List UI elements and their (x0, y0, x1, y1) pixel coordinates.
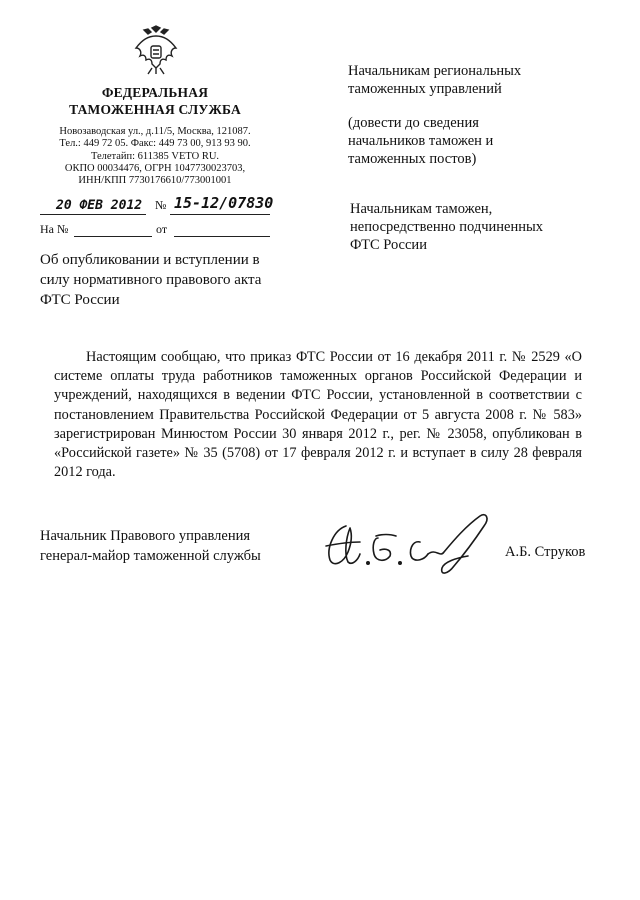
address-line: Тел.: 449 72 05. Факс: 449 73 00, 913 93 90. (59, 138, 251, 150)
subject-line: силу нормативного правового акта (40, 272, 262, 288)
recipient-line: (довести до сведения (348, 115, 479, 131)
signatory-name: А.Б. Струков (505, 544, 586, 560)
address-line: Телетайп: 611385 VETO RU. (90, 150, 220, 162)
registration-date: 20 ФЕВ 2012 (56, 198, 143, 213)
recipient-block-1 (348, 62, 521, 98)
letter-subject (40, 250, 290, 310)
body-paragraph: Настоящим сообщаю, что приказ ФТС России от 16 декабря 2011 г. № 2529 «О системе оплаты труда работников таможенных органов Российской Федерации и учреждений, находящихся в ведении ФТС России, установленной в соответствии с постановлением Правительства Российской Федерации от 5 августа 2008 г. № 583» зарегистрирован Минюстом России 30 января 2012 г., рег. № 23058, опубликован в «Российской газете» № 35 (5708) от 17 февраля 2012 г. и вступает в силу 28 февраля 2012 года. (54, 349, 582, 481)
reply-date-underline (174, 236, 270, 237)
recipient-note (348, 114, 493, 168)
letter-body (54, 348, 582, 482)
recipient-line: Начальникам региональных (348, 63, 522, 79)
organization-address (32, 126, 278, 187)
address-line: ИНН/КПП 7730176610/773001001 (78, 175, 232, 187)
organization-name (40, 84, 270, 118)
number-underline (170, 214, 270, 215)
recipient-line: Начальникам таможен, (350, 201, 493, 217)
recipient-line: таможенных постов) (348, 151, 477, 167)
address-line: Новозаводская ул., д.11/5, Москва, 121087. (59, 126, 251, 137)
subject-line: ФТС России (40, 292, 120, 308)
org-line-1: ФЕДЕРАЛЬНАЯ (101, 85, 209, 100)
number-sign: № (155, 198, 167, 212)
recipient-line: начальников таможен и (348, 133, 494, 149)
reply-number-underline (74, 236, 152, 237)
subject-line: Об опубликовании и вступлении в (40, 252, 260, 268)
signatory-title-line: генерал-майор таможенной службы (40, 548, 261, 564)
handwritten-signature (316, 508, 496, 580)
address-line: ОКПО 00034476, ОГРН 1047730023703, (64, 162, 246, 174)
org-line-2: ТАМОЖЕННАЯ СЛУЖБА (69, 102, 241, 117)
double-headed-eagle-emblem-icon (130, 24, 182, 76)
recipient-line: непосредственно подчиненных (350, 219, 543, 235)
reply-from-label: от (156, 222, 168, 236)
registration-number: 15-12/07830 (174, 194, 274, 212)
signatory-title (40, 526, 261, 566)
recipient-line: таможенных управлений (348, 81, 502, 97)
reply-to-label: На № (40, 222, 69, 236)
recipient-line: ФТС России (350, 237, 427, 253)
recipient-block-2 (350, 200, 543, 254)
signatory-title-line: Начальник Правового управления (40, 528, 251, 544)
date-underline (40, 214, 146, 215)
